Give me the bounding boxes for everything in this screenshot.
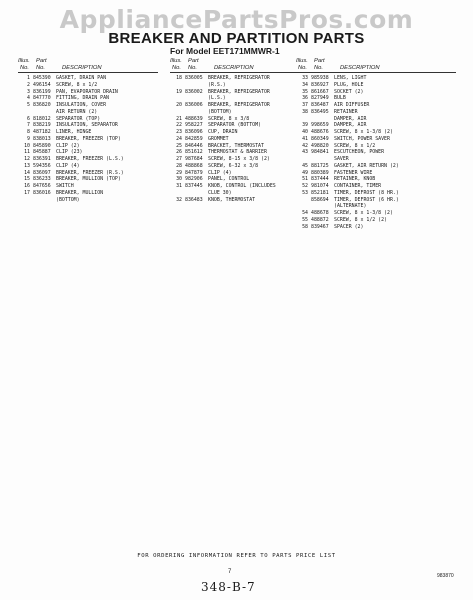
part-row [296, 82, 456, 89]
part-description: AIR RETURN (2) [56, 108, 98, 115]
part-description: RETAINER, KNOB [334, 176, 376, 183]
part-row [296, 183, 456, 190]
illus-number: 6 [27, 115, 30, 122]
part-row [296, 176, 456, 183]
illus-number: 21 [176, 115, 182, 122]
part-row [18, 170, 158, 177]
part-row [18, 95, 158, 102]
illus-number: 4 [27, 95, 30, 102]
part-row [296, 210, 456, 217]
part-description: INSULATION, COVER [56, 102, 107, 108]
illus-number: 26 [176, 149, 182, 156]
part-description: LENS, LIGHT [334, 75, 367, 81]
part-row [18, 75, 158, 82]
col-header-illus: Illus. [296, 58, 308, 64]
part-description: BREAKER, FREEZER (TOP) [56, 135, 121, 142]
part-description: GROMMET [208, 135, 229, 142]
illus-number: 5 [27, 102, 30, 108]
part-description: BREAKER, MULLION (TOP) [56, 176, 121, 183]
part-row [170, 109, 302, 116]
part-description: SCREW, 8 x 1/2 (2) [334, 216, 387, 223]
part-description: SPACER (2) [334, 223, 364, 230]
part-row [170, 156, 302, 163]
watermark: AppliancePartsPros.com [59, 5, 414, 34]
illus-number: 58 [302, 223, 308, 230]
part-number: 818012 [33, 115, 51, 122]
part-description: SCREW, 8 x 1/2 [56, 81, 98, 88]
parts-column-2 [170, 58, 302, 203]
page-number: 7 [228, 569, 232, 575]
part-description: SCREW, 8-15 x 3/8 (2) [208, 156, 270, 162]
part-row [170, 95, 302, 102]
part-row [170, 75, 302, 82]
illus-number: 30 [176, 176, 182, 183]
document-code: 983870 [437, 573, 454, 579]
part-number: 827949 [311, 95, 329, 102]
part-row [296, 163, 456, 170]
part-row [18, 143, 158, 150]
part-number: 836233 [33, 176, 51, 183]
illus-number: 13 [24, 162, 30, 169]
part-number: 838013 [33, 135, 51, 142]
part-description: CONTAINER, TIMER [334, 183, 382, 189]
part-row [170, 183, 302, 190]
part-row [296, 75, 456, 82]
illus-number: 20 [176, 102, 182, 108]
part-number: 845890 [33, 142, 51, 149]
part-number: 496154 [33, 81, 51, 88]
part-number: 836820 [33, 102, 51, 108]
illus-number: 54 [302, 210, 308, 216]
part-row [170, 129, 302, 136]
part-description: BREAKER, REFRIGERATOR [208, 88, 270, 95]
part-number: 836096 [185, 129, 203, 135]
part-description: SEPARATOR (TOP) [56, 115, 101, 122]
illus-number: 24 [176, 135, 182, 142]
part-description: SCREW, 6-32 x 3/8 [208, 162, 259, 169]
illus-number: 9 [27, 135, 30, 142]
col-header-illus: Illus. [170, 58, 182, 64]
part-description: (BOTTOM) [208, 108, 232, 115]
illus-number: 45 [302, 162, 308, 169]
part-number: 836487 [311, 102, 329, 108]
part-number: 985938 [311, 75, 329, 81]
part-row [18, 129, 158, 136]
part-number: 845887 [33, 149, 51, 156]
part-row [170, 149, 302, 156]
part-row [18, 116, 158, 123]
part-row [18, 190, 158, 197]
col-header-no2: No. [188, 65, 198, 71]
handwritten-note: 348-B-7 [201, 580, 256, 594]
part-row [296, 89, 456, 96]
col-header-description: DESCRIPTION [214, 65, 254, 71]
illus-number: 19 [176, 88, 182, 95]
part-number: 837444 [311, 176, 329, 183]
illus-number: 1 [27, 75, 30, 81]
part-description: BRACKET, THERMOSTAT [208, 142, 264, 149]
part-description: FASTENER WIRE [334, 169, 373, 176]
part-description: TIMER, DEFROST (6 HR.) [334, 196, 399, 203]
part-row [296, 197, 456, 204]
illus-number: 28 [176, 162, 182, 169]
illus-number: 10 [24, 142, 30, 149]
part-number: 836199 [33, 88, 51, 95]
illus-number: 14 [24, 169, 30, 176]
part-description: ESCUTCHEON, POWER [334, 149, 385, 156]
part-description: SWITCH, POWER SAVER [334, 135, 390, 142]
illus-number: 18 [176, 75, 182, 81]
ordering-note: FOR ORDERING INFORMATION REFER TO PARTS PRICE LIST [137, 553, 336, 559]
illus-number: 23 [176, 129, 182, 135]
part-row [296, 224, 456, 231]
part-description: INSULATION, SEPARATOR [56, 122, 118, 129]
illus-number: 52 [302, 183, 308, 189]
part-number: 880389 [311, 169, 329, 176]
parts-list [18, 75, 158, 203]
part-description: BREAKER, MULLION [56, 189, 104, 196]
part-row [296, 116, 456, 123]
part-description: BULB [334, 95, 346, 102]
part-row [170, 170, 302, 177]
part-row [296, 170, 456, 177]
part-description: PANEL, CONTROL [208, 176, 250, 183]
part-number: 488872 [311, 216, 329, 223]
part-number: 847879 [185, 169, 203, 176]
part-number: 984841 [311, 149, 329, 156]
illus-number: 22 [176, 122, 182, 129]
part-row [18, 156, 158, 163]
part-description: SCREW, 8 x 1/2 [334, 142, 376, 149]
illus-number: 31 [176, 183, 182, 189]
part-number: 852181 [311, 189, 329, 196]
part-row [18, 183, 158, 190]
part-description: (ALTERNATE) [334, 203, 367, 210]
part-number: 998659 [311, 122, 329, 129]
part-row [170, 190, 302, 197]
illus-number: 35 [302, 88, 308, 95]
part-description: CUP, DRAIN [208, 129, 238, 135]
part-row [170, 102, 302, 109]
part-description: PLUG, HOLE [334, 81, 364, 88]
part-description: SCREW, 8 x 3/8 [208, 115, 250, 122]
part-row [18, 122, 158, 129]
part-description: GASKET, DRAIN PAN [56, 75, 107, 81]
illus-number: 49 [302, 169, 308, 176]
col-header-no: No. [298, 65, 308, 71]
illus-number: 8 [27, 129, 30, 135]
col-header-part: Part [188, 58, 199, 64]
part-description: RETAINER [334, 108, 358, 115]
illus-number: 51 [302, 176, 308, 183]
illus-number: 11 [24, 149, 30, 156]
part-description: SWITCH [56, 183, 74, 189]
part-description: CLIP (4) [56, 162, 80, 169]
illus-number: 39 [302, 122, 308, 129]
part-row [296, 102, 456, 109]
part-description: GASKET, AIR RETURN (2) [334, 162, 399, 169]
part-number: 488678 [311, 210, 329, 216]
part-description: CLUE 30) [208, 189, 232, 196]
part-description: CLIP (2) [56, 142, 80, 149]
part-description: SOCKET (2) [334, 88, 364, 95]
part-row [18, 149, 158, 156]
col-header-description: DESCRIPTION [62, 65, 102, 71]
part-number: 837445 [185, 183, 203, 189]
part-number: 858694 [311, 196, 329, 203]
part-number: 836016 [33, 189, 51, 196]
part-description: KNOB, THERMOSTAT [208, 196, 256, 203]
illus-number: 32 [176, 196, 182, 203]
part-row [18, 82, 158, 89]
part-row [296, 217, 456, 224]
illus-number: 43 [302, 149, 308, 156]
illus-number: 41 [302, 135, 308, 142]
part-row [296, 149, 456, 156]
part-row [170, 136, 302, 143]
col-header-no2: No. [36, 65, 46, 71]
parts-column-3 [296, 58, 456, 230]
part-row [296, 129, 456, 136]
part-number: 836005 [185, 75, 203, 81]
illus-number: 34 [302, 81, 308, 88]
part-number: 488676 [311, 129, 329, 135]
illus-number: 3 [27, 88, 30, 95]
part-row [296, 156, 456, 163]
illus-number: 55 [302, 216, 308, 223]
parts-list [170, 75, 302, 203]
col-header-illus: Illus. [18, 58, 30, 64]
part-row [170, 197, 302, 204]
part-description: DAMPER, AIR [334, 122, 367, 129]
part-description: SCREW, 8 x 1-3/8 (2) [334, 129, 393, 135]
part-description: DAMPER, AIR [334, 115, 367, 122]
part-number: 836927 [311, 81, 329, 88]
model-line: For Model EET171MMWR-1 [170, 46, 280, 56]
part-row [296, 95, 456, 102]
part-description: THERMOSTAT & BARRIER [208, 149, 267, 156]
part-row [18, 89, 158, 96]
part-number: 836097 [33, 169, 51, 176]
part-number: 488868 [185, 162, 203, 169]
part-description: SAVER [334, 156, 349, 162]
part-description: LINER, HINGE [56, 129, 92, 135]
part-number: 487182 [33, 129, 51, 135]
part-row [296, 190, 456, 197]
illus-number: 40 [302, 129, 308, 135]
part-number: 842859 [185, 135, 203, 142]
part-number: 488639 [185, 115, 203, 122]
col-header-part: Part [36, 58, 47, 64]
illus-number: 38 [302, 108, 308, 115]
part-description: BREAKER, FREEZER (L.S.) [56, 156, 124, 162]
page-title: BREAKER AND PARTITION PARTS [108, 30, 365, 47]
part-number: 839467 [311, 223, 329, 230]
col-header-no2: No. [314, 65, 324, 71]
illus-number: 27 [176, 156, 182, 162]
part-row [18, 176, 158, 183]
illus-number: 16 [24, 183, 30, 189]
part-row [18, 163, 158, 170]
part-row [170, 163, 302, 170]
part-number: 836483 [185, 196, 203, 203]
illus-number: 37 [302, 102, 308, 108]
part-number: 851612 [185, 149, 203, 156]
part-description: BREAKER, FREEZER (R.S.) [56, 169, 124, 176]
illus-number: 17 [24, 189, 30, 196]
part-row [170, 122, 302, 129]
illus-number: 7 [27, 122, 30, 129]
part-description: TIMER, DEFROST (8 HR.) [334, 189, 399, 196]
part-description: (R.S.) [208, 81, 226, 88]
part-row [170, 82, 302, 89]
part-row [296, 143, 456, 150]
illus-number: 2 [27, 81, 30, 88]
part-number: 846446 [185, 142, 203, 149]
part-number: 981074 [311, 183, 329, 189]
part-description: BREAKER, REFRIGERATOR [208, 102, 270, 108]
part-description: CLIP (23) [56, 149, 83, 156]
part-row [296, 136, 456, 143]
part-number: 845390 [33, 75, 51, 81]
part-row [170, 176, 302, 183]
part-description: SEPARATOR (BOTTOM) [208, 122, 261, 129]
part-number: 836495 [311, 108, 329, 115]
part-number: 860349 [311, 135, 329, 142]
part-description: SCREW, 8 x 1-3/8 (2) [334, 210, 393, 216]
part-number: 881725 [311, 162, 329, 169]
part-number: 982906 [185, 176, 203, 183]
illus-number: 53 [302, 189, 308, 196]
part-number: 861667 [311, 88, 329, 95]
part-number: 836002 [185, 88, 203, 95]
illus-number: 42 [302, 142, 308, 149]
part-description: (L.S.) [208, 95, 226, 102]
illus-number: 36 [302, 95, 308, 102]
part-number: 958227 [185, 122, 203, 129]
part-number: 987684 [185, 156, 203, 162]
col-header-description: DESCRIPTION [340, 65, 380, 71]
col-header-part: Part [314, 58, 325, 64]
part-row [18, 102, 158, 109]
part-number: 498820 [311, 142, 329, 149]
part-description: (BOTTOM) [56, 196, 80, 203]
col-header-no: No. [172, 65, 182, 71]
col-header-no: No. [20, 65, 30, 71]
part-number: 594356 [33, 162, 51, 169]
part-row [296, 122, 456, 129]
illus-number: 25 [176, 142, 182, 149]
part-number: 836391 [33, 156, 51, 162]
illus-number: 29 [176, 169, 182, 176]
part-description: CLIP (4) [208, 169, 232, 176]
part-row [170, 89, 302, 96]
part-description: KNOB, CONTROL (INCLUDES [208, 183, 276, 189]
part-row [18, 109, 158, 116]
part-number: 838219 [33, 122, 51, 129]
part-row [18, 197, 158, 204]
part-row [18, 136, 158, 143]
part-number: 847770 [33, 95, 51, 102]
illus-number: 15 [24, 176, 30, 183]
part-number: 836006 [185, 102, 203, 108]
part-number: 847656 [33, 183, 51, 189]
parts-list [296, 75, 456, 230]
part-description: AIR DIFFUSER [334, 102, 370, 108]
part-description: BREAKER, REFRIGERATOR [208, 75, 270, 81]
part-row [296, 109, 456, 116]
part-description: FITTING, DRAIN PAN [56, 95, 109, 102]
parts-column-1 [18, 58, 158, 203]
illus-number: 33 [302, 75, 308, 81]
part-description: PAN, EVAPORATOR DRAIN [56, 88, 118, 95]
part-row [170, 116, 302, 123]
illus-number: 12 [24, 156, 30, 162]
part-row [296, 203, 456, 210]
part-row [170, 143, 302, 150]
